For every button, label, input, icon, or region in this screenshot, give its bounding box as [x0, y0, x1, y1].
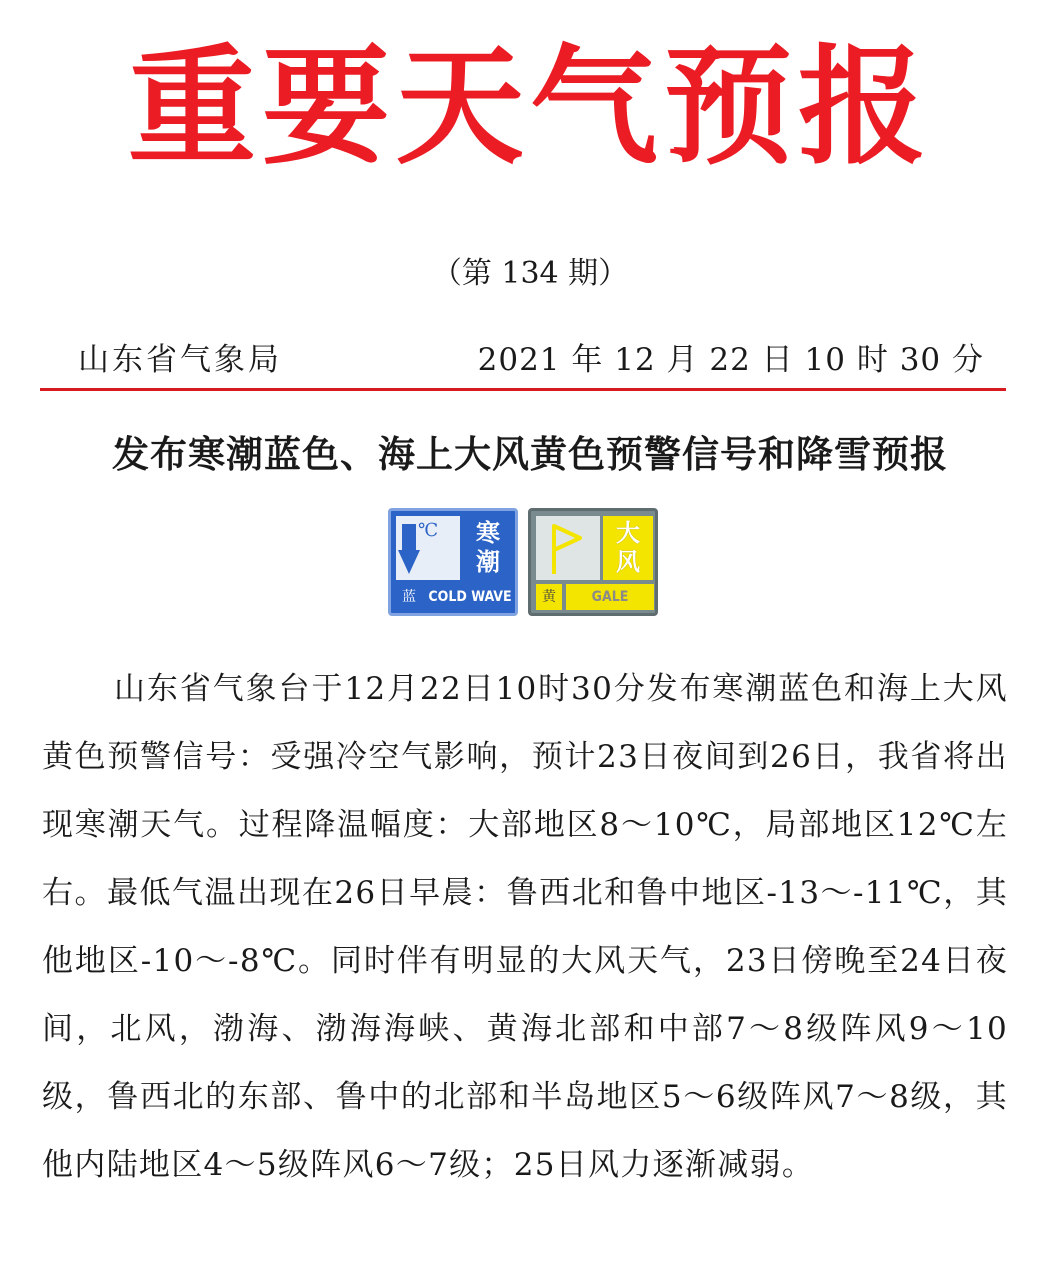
gale-title-line2: 风 — [616, 548, 640, 576]
cold-wave-title — [463, 516, 513, 580]
gale-title-line1: 大 — [616, 519, 640, 547]
gale-seal: 黄 — [536, 584, 562, 610]
gale-yellow-signal — [528, 508, 658, 616]
cold-wave-title-line1: 寒 — [476, 519, 500, 547]
forecast-body-paragraph: 山东省气象台于12月22日10时30分发布寒潮蓝色和海上大风黄色预警信号：受强冷空气影响，预计23日夜间到26日，我省将出现寒潮天气。过程降温幅度：大部地区8～10℃，局部地区12℃左右。最低气温出现在26日早晨：鲁西北和鲁中地区-13～-11℃，其他地区-10～-8℃。同时伴有明显的大风天气，23日傍晚至24日夜间，北风，渤海、渤海海峡、黄海北部和中部7～8级阵风9～10级，鲁西北的东部、鲁中的北部和半岛地区5～6级阵风7～8级，其他内陆地区4～5级阵风6～7级；25日风力逐渐减弱。 — [42, 671, 1008, 1183]
cold-wave-title-line2: 潮 — [476, 548, 500, 576]
down-arrow-icon — [396, 516, 460, 580]
gale-footer — [536, 584, 654, 610]
cold-wave-label: COLD WAVE — [426, 584, 514, 610]
cold-wave-seal: 蓝 — [396, 584, 422, 610]
gale-label: GALE — [566, 584, 654, 610]
header-divider — [40, 388, 1006, 391]
document-headline: 发布寒潮蓝色、海上大风黄色预警信号和降雪预报 — [112, 433, 948, 476]
celsius-symbol: ℃ — [418, 520, 439, 541]
wind-flag-icon — [536, 516, 600, 580]
gale-icon-panel — [536, 516, 600, 580]
cold-wave-footer — [396, 584, 514, 610]
cold-wave-blue-signal — [388, 508, 518, 616]
issuing-agency: 山东省气象局 — [78, 342, 282, 378]
document-masthead: 重要天气预报 — [127, 33, 932, 182]
warning-signal-badges — [388, 508, 660, 616]
issue-number: （第 134 期） — [431, 256, 629, 291]
cold-wave-icon-panel — [396, 516, 460, 580]
issue-datetime: 2021 年 12 月 22 日 10 时 30 分 — [477, 342, 984, 378]
gale-title — [603, 516, 653, 580]
